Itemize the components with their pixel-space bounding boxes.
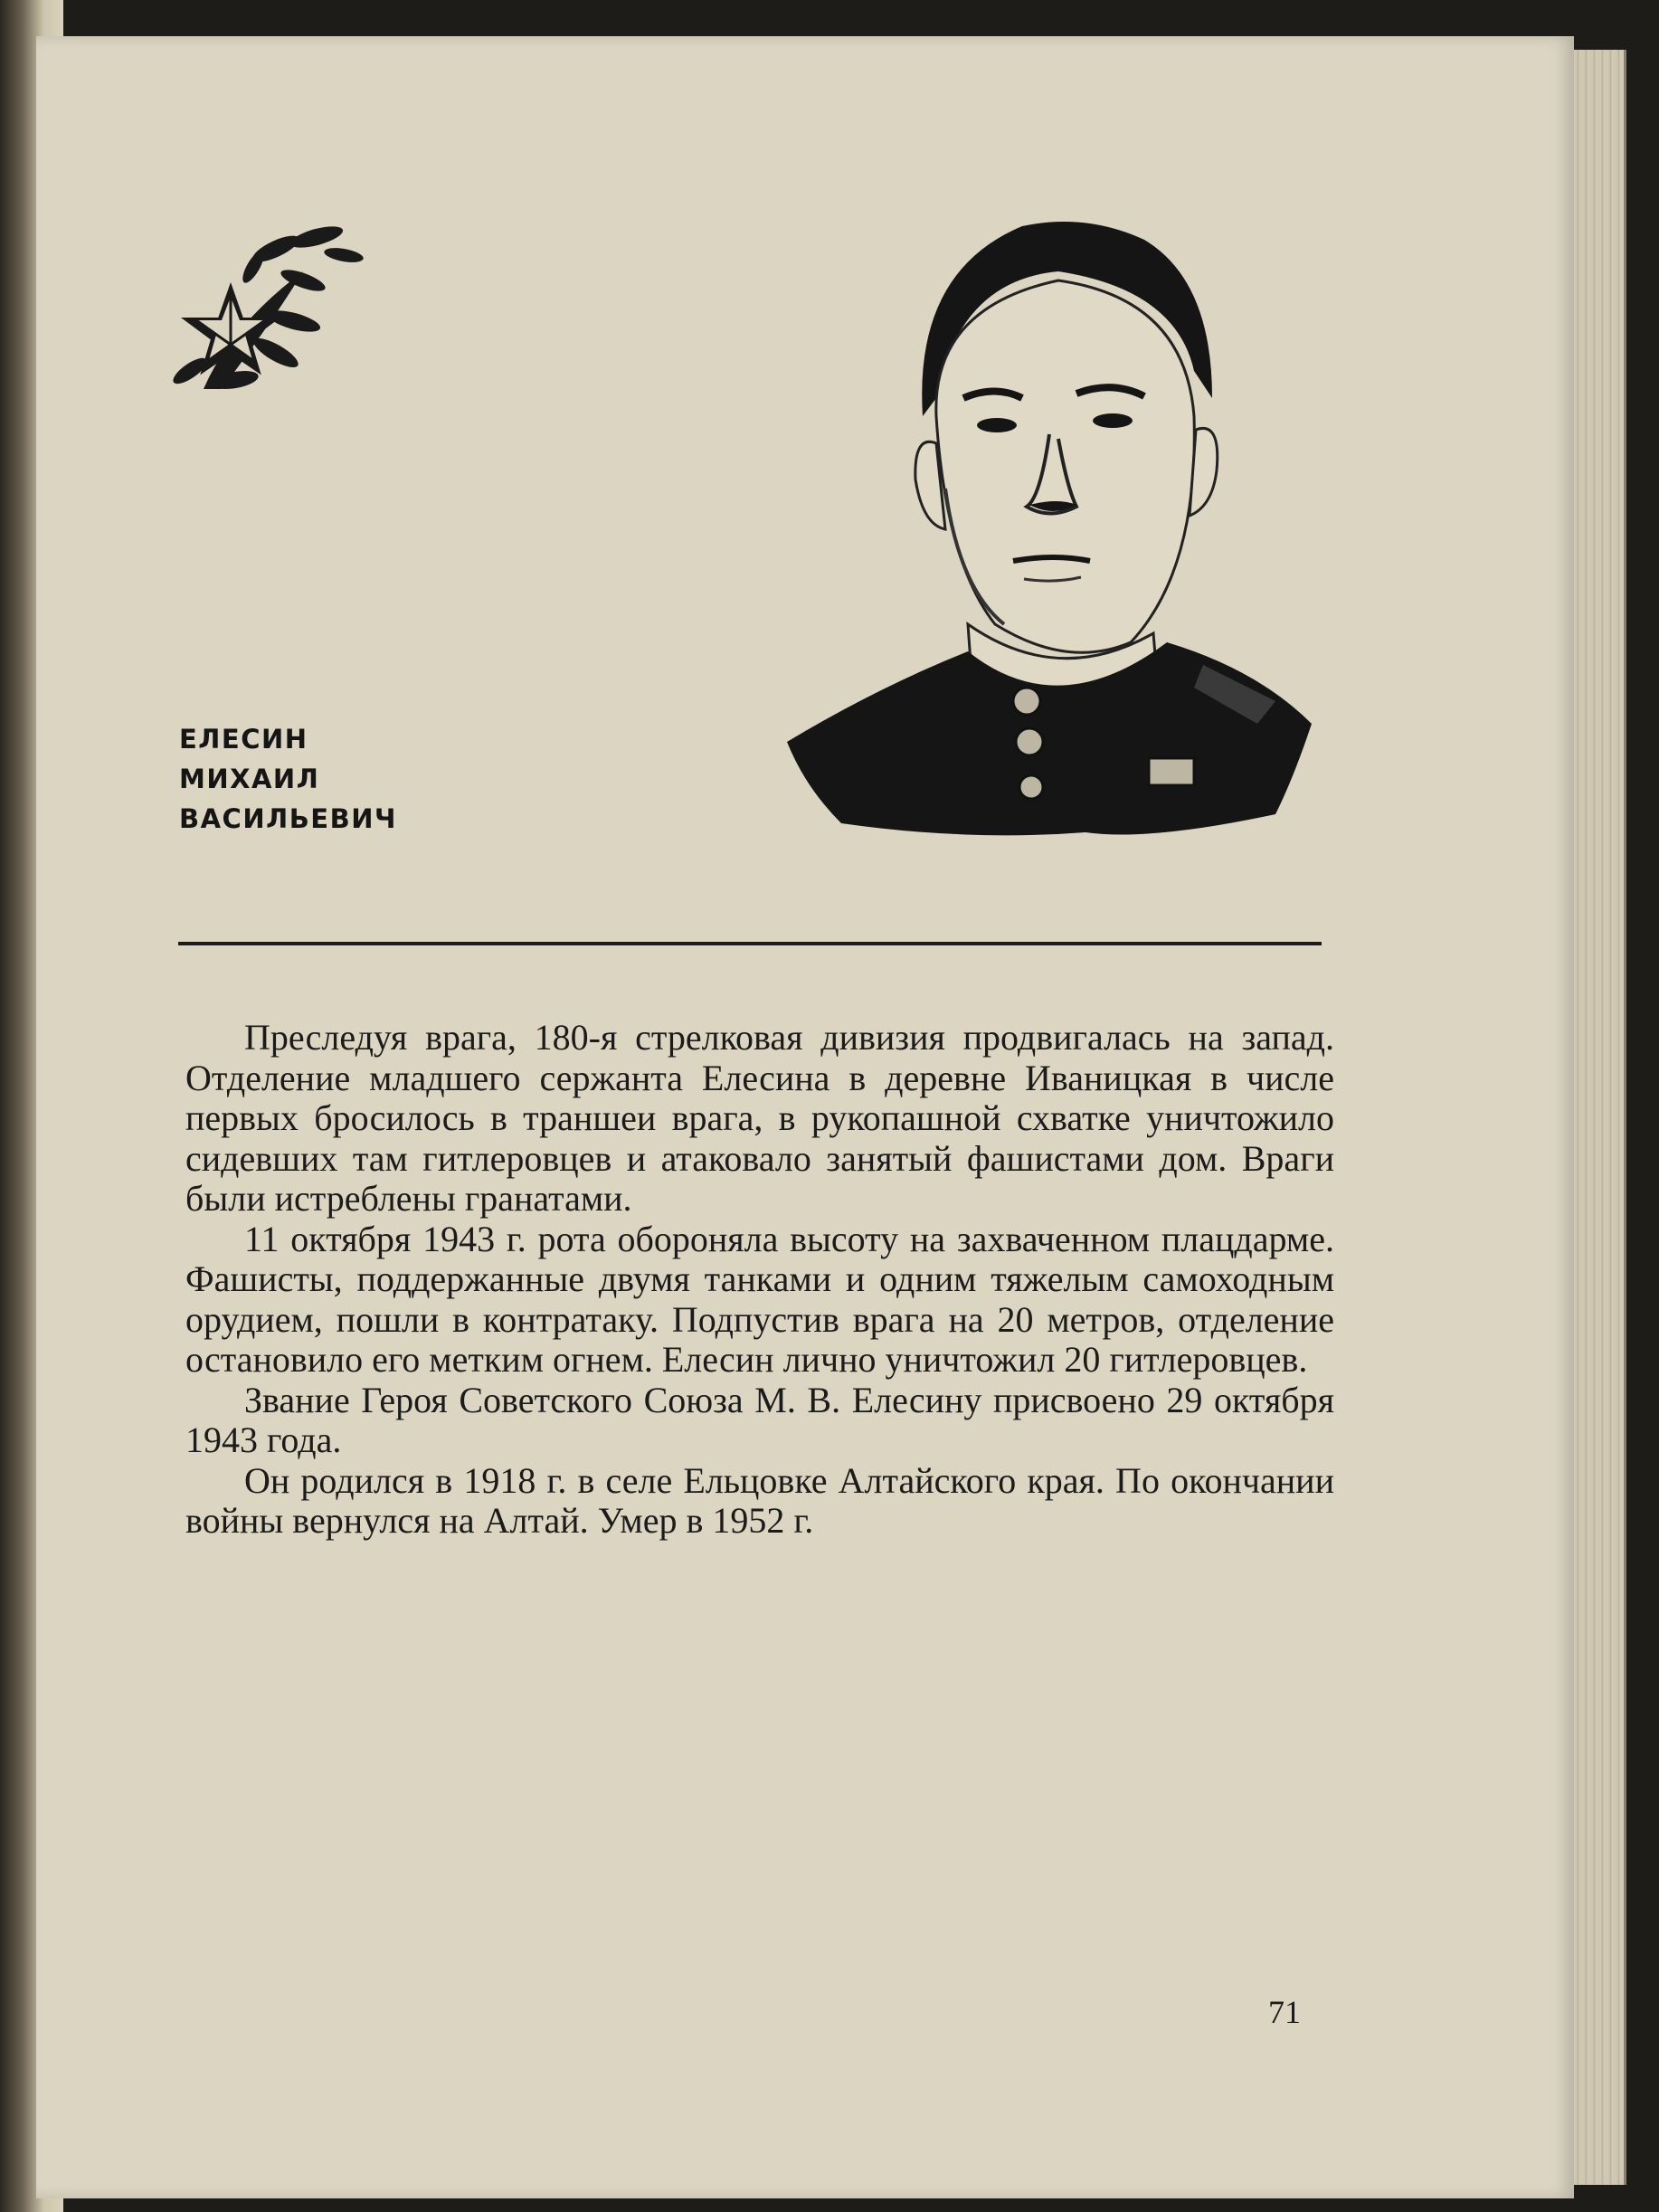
- paragraph: 11 октября 1943 г. рота обороняла высоту на захваченном плацдарме. Фашисты, поддержанные двумя танками и одним тяжелым самоходным орудием, пошли в контратаку. Подпустив врага на 20 метров, отделение остановило его метким огнем. Елесин лично уничтожил 20 гитлеровцев.: [185, 1218, 1334, 1380]
- hero-name: [179, 719, 397, 839]
- horizontal-rule: [178, 942, 1322, 945]
- first-name: МИХАИЛ: [179, 764, 320, 794]
- paragraph: Он родился в 1918 г. в селе Ельцовке Алтайского края. По окончании войны вернулся на Алтай. Умер в 1952 г.: [185, 1459, 1334, 1541]
- page-number: 71: [1268, 1994, 1301, 2030]
- paragraph: Преследуя врага, 180-я стрелковая дивизия продвигалась на запад. Отделение младшего сержанта Елесина в деревне Иваницкая в числе первых бросилось в траншеи врага, в рукопашной схватке уничтожило сидевших там гитлеровцев и атаковало занятый фашистами дом. Враги были истреблены гранатами.: [185, 1017, 1334, 1219]
- patronymic: ВАСИЛЬЕВИЧ: [179, 803, 397, 834]
- surname: ЕЛЕСИН: [179, 724, 308, 755]
- star-with-laurel-icon: [167, 217, 366, 398]
- paragraph: Звание Героя Советского Союза М. В. Елесину присвоено 29 октября 1943 года.: [185, 1379, 1334, 1460]
- soldier-portrait-drawing: [787, 217, 1330, 841]
- biography-text: [185, 1018, 1334, 1542]
